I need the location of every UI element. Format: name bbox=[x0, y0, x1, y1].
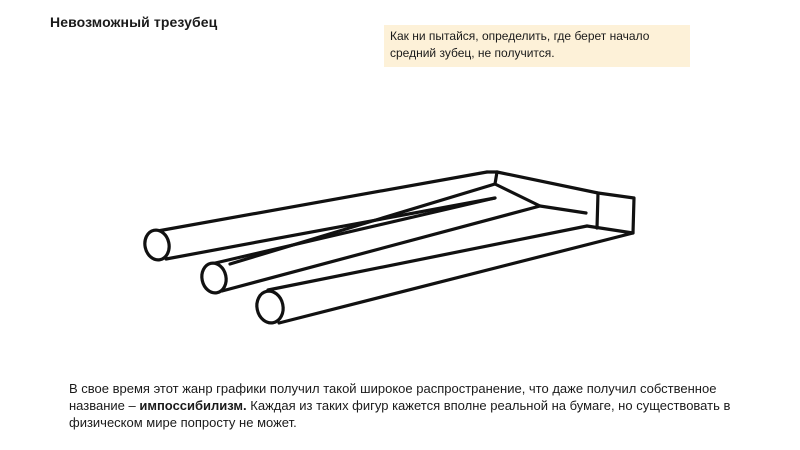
trident-prong-3 bbox=[268, 226, 587, 290]
trident-prong-1-end bbox=[142, 228, 172, 262]
note-box bbox=[384, 25, 690, 67]
trident-inner-slot bbox=[495, 172, 586, 213]
trident-prong-2 bbox=[211, 198, 495, 264]
slide-title: Невозможный трезубец bbox=[50, 14, 218, 30]
caption-text-before: В свое время этот жанр графики получил такой широкое распространение, что даже получил собственное название – bbox=[69, 381, 717, 413]
note-text: Как ни пытайся, определить, где берет начало средний зубец, не получится. bbox=[390, 29, 650, 60]
caption-text-after: Каждая из таких фигур кажется вполне реальной на бумаге, но существовать в физическом мире попросту не может. bbox=[69, 398, 731, 430]
trident-prong-1 bbox=[152, 172, 487, 232]
trident-prong-3-end bbox=[254, 289, 286, 326]
trident-prong-2-end bbox=[199, 261, 229, 295]
caption-paragraph bbox=[69, 380, 749, 431]
trident-back-block bbox=[497, 172, 634, 233]
caption-term: импоссибилизм. bbox=[139, 398, 247, 413]
